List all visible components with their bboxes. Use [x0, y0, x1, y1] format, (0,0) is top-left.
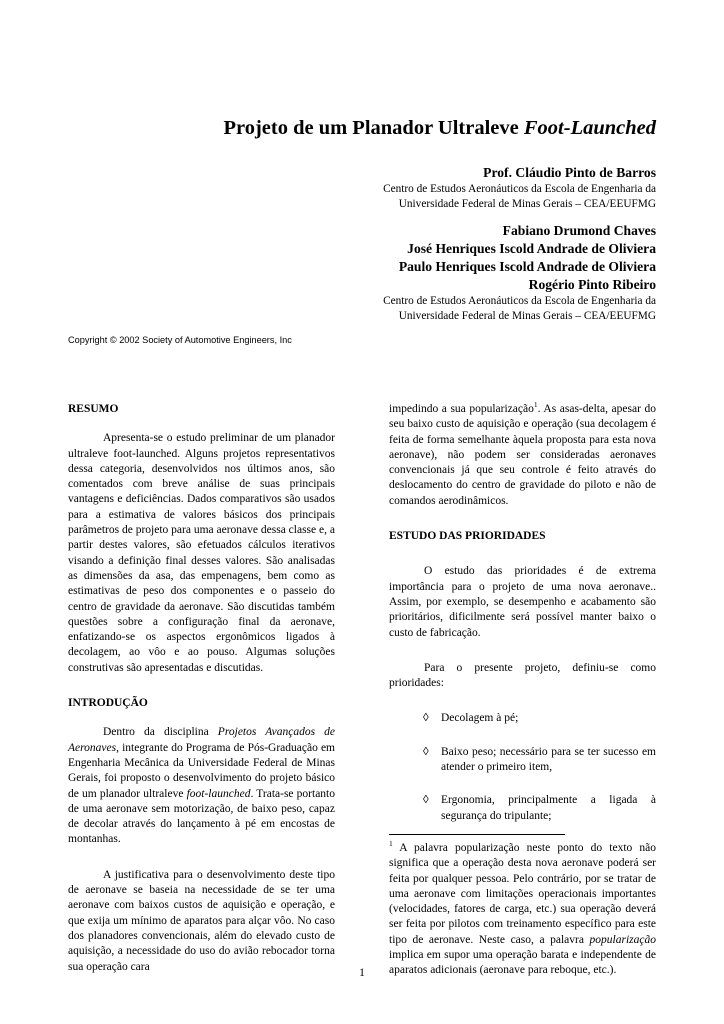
text-run: . Trata-se portanto de uma aeronave sem motorização, de baixo peso, capaz de decolar através do lançamento à pé em encostas de montanhas. [68, 787, 335, 846]
author-block-2 [56, 222, 656, 324]
footnote-mark: 1 [389, 839, 393, 849]
author-name: Rogério Pinto Ribeiro [528, 277, 656, 292]
paper-title [223, 117, 656, 140]
list-item [389, 793, 656, 824]
diamond-bullet-icon: ◊ [423, 794, 429, 807]
text-run: impedindo a sua popularização [389, 403, 534, 415]
italic-run: popularização [589, 933, 656, 946]
affiliation-line: Universidade Federal de Minas Gerais – CEA/EEUFMG [398, 198, 656, 210]
author-name: José Henriques Iscold Andrade de Oliviera [407, 241, 656, 256]
section-heading-introducao: INTRODUÇÃO [68, 697, 148, 710]
diamond-bullet-icon: ◊ [423, 712, 429, 725]
priorities-paragraph-2: Para o presente projeto, definiu-se como prioridades: [389, 661, 656, 690]
title-main: Projeto de um Planador Ultraleve [223, 117, 524, 139]
continuation-paragraph [389, 402, 656, 509]
page-number: 1 [359, 967, 365, 979]
section-heading-resumo: RESUMO [68, 403, 119, 415]
priorities-paragraph-1: O estudo das prioridades é de extrema importância para o projeto de uma nova aeronave.. Assim, por exemplo, se desempenho e acabamento são prioritários, dificilmente será possível manter baixo o custo de fabricação. [389, 565, 656, 639]
intro-paragraph-1 [68, 725, 335, 847]
title-italic: Foot-Launched [523, 117, 656, 139]
author-block-1 [56, 164, 656, 212]
copyright-notice: Copyright © 2002 Society of Automotive Engineers, Inc [68, 335, 292, 345]
list-item [389, 711, 656, 726]
section-heading-prioridades: ESTUDO DAS PRIORIDADES [389, 530, 546, 543]
diamond-bullet-icon: ◊ [423, 745, 429, 758]
text-run: A palavra popularização neste ponto do texto não significa que a operação desta nova aeronave poderá ser feita por qualquer pessoa. Pelo contrário, por se tratar de uma aeronave com limitações operacionais importantes (velocidades, fatores de carga, etc.) sua operação deverá ser feita por pilotos com treinamento específico para este tipo de aeronave. Neste caso, a palavra [389, 841, 656, 946]
author-name: Fabiano Drumond Chaves [502, 223, 656, 238]
list-item [389, 745, 656, 776]
text-run: . As asas-delta, apesar do seu baixo custo de aquisição e operação (sua decolagem é feita de forma semelhante àquela proposta para esta nova aeronave), não podem ser consideradas aeronaves convencionais já que seu controle é feito através do deslocamento do centro de gravidade do piloto e não de comandos aerodinâmicos. [389, 403, 656, 507]
left-column [68, 402, 335, 975]
footnote-ref: 1 [533, 400, 538, 410]
intro-paragraph-2: A justificativa para o desenvolvimento deste tipo de aeronave se baseia na necessidade de se ter uma aeronave com baixos custos de aquisição e operação, e que exija um mínimo de aparatos para alçar vôo. No caso dos planadores convencionais, além do elevado custo de aquisição, a necessidade do uso do avião rebocador torna sua operação cara [68, 868, 335, 973]
author-name: Prof. Cláudio Pinto de Barros [483, 165, 656, 180]
priorities-list [389, 711, 656, 823]
list-item-text: Baixo peso; necessário para se ter sucesso em atender o primeiro item, [441, 745, 656, 774]
italic-run: foot-launched [186, 787, 251, 800]
text-run: implica em supor uma operação barata e independente de aparatos adicionais (aeronave para reboque, etc.). [389, 949, 656, 977]
right-column [389, 402, 656, 979]
affiliation-line: Centro de Estudos Aeronáuticos da Escola de Engenharia da [383, 183, 656, 195]
affiliation-line: Universidade Federal de Minas Gerais – CEA/EEUFMG [398, 310, 656, 322]
affiliation-line: Centro de Estudos Aeronáuticos da Escola de Engenharia da [383, 295, 656, 307]
list-item-text: Decolagem à pé; [441, 712, 519, 725]
abstract-text: Apresenta-se o estudo preliminar de um planador ultraleve foot-launched. Alguns projetos representativos dessa categoria, desenvolvidos nos últimos anos, são comentados com breve análise de suas principais vantagens e deficiências. Dados comparativos são usados para a estimativa de valores básicos dos principais parâmetros de projeto para uma aeronave dessa classe e, a partir destes valores, são efetuados cálculos iterativos visando a definição final desses valores. São analisadas as dimensões da asa, das empenagens, bem como as estimativas de peso dos componentes e o passeio do centro de gravidade da aeronave. São discutidas também questões sobre a configuração final da aeronave, enfatizando-se os aspectos ergonômicos ligados à decolagem, ao vôo e ao pouso. Algumas soluções construtivas são apresentadas e discutidas. [68, 432, 335, 674]
author-name: Paulo Henriques Iscold Andrade de Oliviera [398, 259, 656, 274]
text-run: integrante do Programa de Pós-Graduação em Engenharia Mecânica da Universidade Federal de Minas Gerais, foi proposto o desenvolvimento do projeto básico de um planador ultraleve [68, 741, 335, 800]
footnote-divider [389, 834, 565, 835]
italic-run: Projetos Avançados de Aeronaves, [68, 726, 335, 754]
footnote [389, 841, 656, 979]
list-item-text: Ergonomia, principalmente a ligada à segurança do tripulante; [441, 794, 656, 822]
text-run: Dentro da disciplina [103, 726, 218, 739]
